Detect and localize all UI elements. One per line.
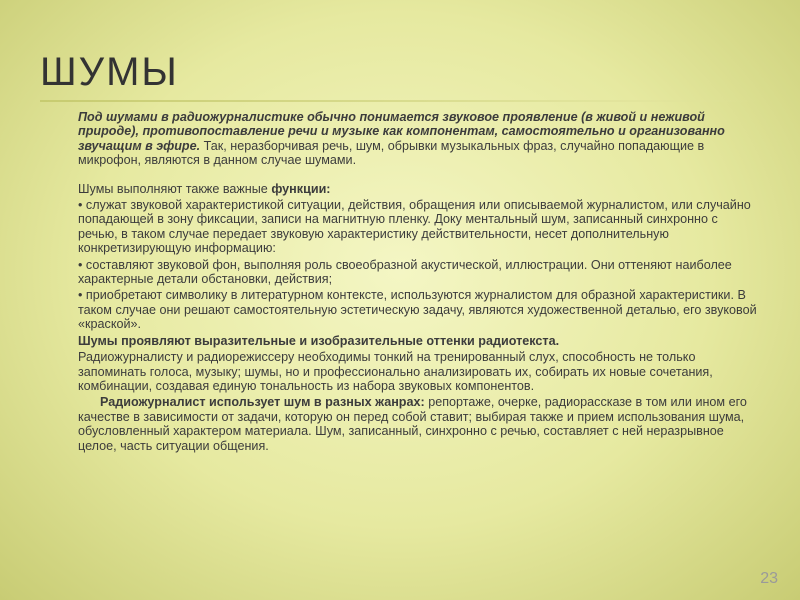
paragraph-hearing	[40, 350, 760, 393]
paragraph-function-3	[40, 288, 760, 331]
functions-intro-emphasis: функции:	[271, 181, 331, 196]
function-1-text: • служат звуковой характеристикой ситуации, действия, обращения или описываемой журналистом, или случайно попадающей в зону фиксации, записи на магнитную пленку. Доку ментальный шум, записанный синхронно с речью, в таком случае передает звуковую характеристику действительности, несет дополнительную конкретизирующую информацию:	[78, 198, 751, 256]
definition-emphasis: Под шумами в радиожурналистике обычно понимается звуковое проявление (в живой и неживой природе), противопоставление речи и музыке как компонентам, самостоятельно и организованно звучащим в эфире.	[78, 110, 725, 153]
function-3-text: • приобретают символику в литературном контексте, используются журналистом для образной характеристики. В таком случае они решают самостоятельную эстетическую задачу, являются художественной деталью, его звуковой «краской».	[78, 288, 757, 332]
genres-emphasis: Радиожурналист использует шум в разных жанрах:	[100, 395, 425, 410]
paragraph-function-2	[40, 258, 760, 287]
slide-body	[40, 110, 760, 453]
definition-text: Так, неразборчивая речь, шум, обрывки музыкальных фраз, случайно попадающие в микрофон, являются в данном случае шумами.	[78, 138, 705, 168]
page-number: 23	[760, 570, 778, 587]
paragraph-genres	[40, 395, 760, 453]
hearing-text: Радиожурналисту и радиорежиссеру необходимы тонкий на тренированный слух, способность не только запоминать голоса, музыку; шумы, но и профессионально анализировать их, собирать их новые сочетания, комбинации, создавая единую тональность из набора звуковых компонентов.	[78, 350, 713, 393]
title-underline	[40, 100, 760, 102]
paragraph-functions-intro	[40, 182, 760, 196]
function-2-text: • составляют звуковой фон, выполняя роль своеобразной акустической, иллюстрации. Они оттеняют наиболее характерные детали обстановки, действия;	[78, 257, 732, 287]
functions-intro-text: Шумы выполняют также важные	[78, 181, 272, 196]
slide-title: ШУМЫ	[40, 50, 179, 94]
paragraph-definition	[40, 110, 760, 168]
genres-text: репортаже, очерке, радиорассказе в том или ином его качестве в зависимости от задачи, которую он перед собой ставит; выбирая также и прием использования шума, обусловленный характером материала. Шум, записанный, синхронно с речью, составляет с ней неразрывное целое, часть ситуации общения.	[78, 395, 747, 453]
paragraph-expressive	[40, 334, 760, 348]
expressive-text: Шумы проявляют выразительные и изобразительные оттенки радиотекста.	[78, 333, 560, 348]
paragraph-function-1	[40, 198, 760, 256]
